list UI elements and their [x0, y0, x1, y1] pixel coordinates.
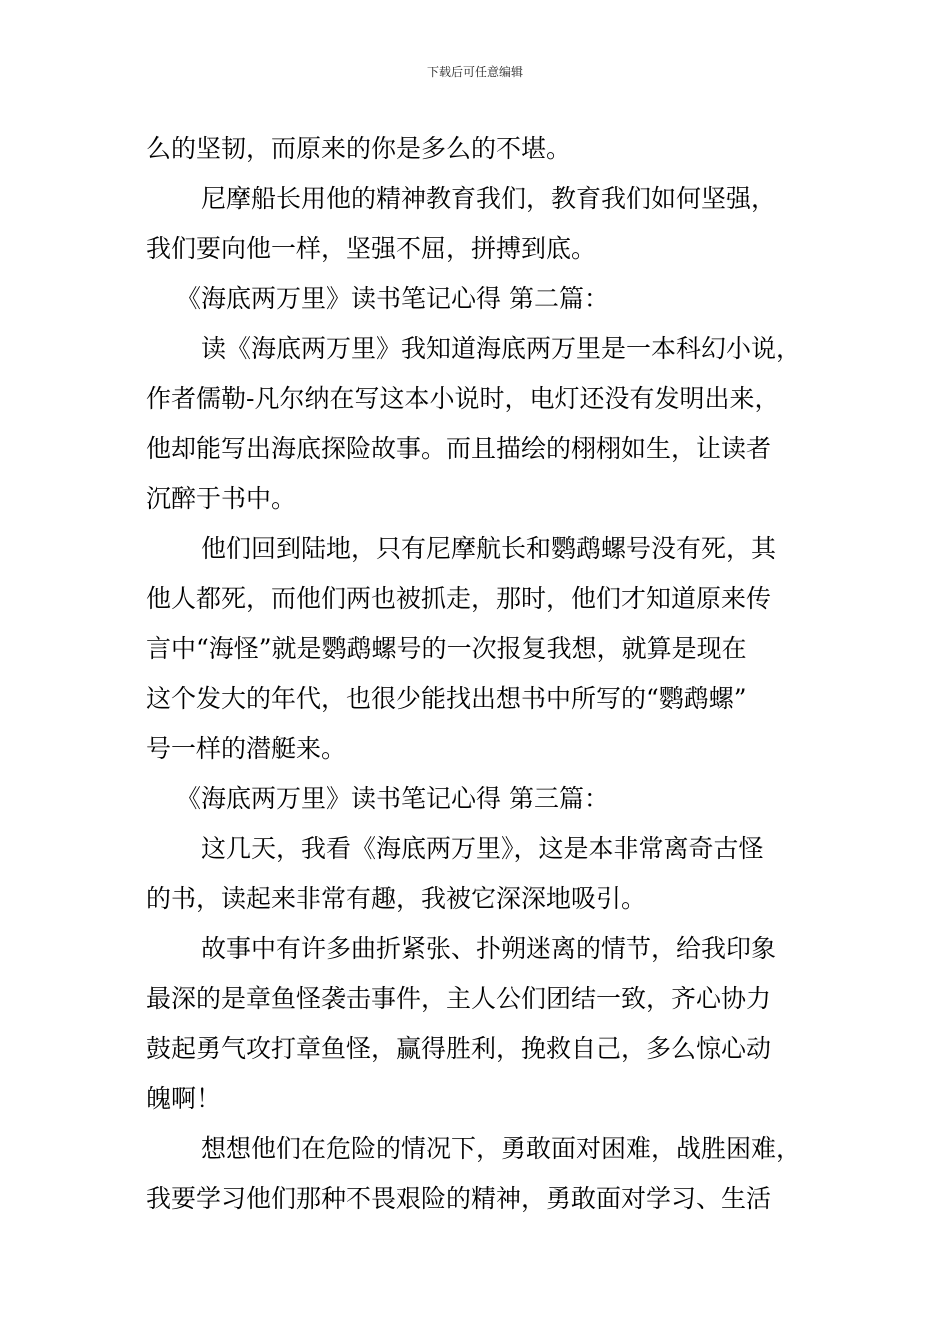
paragraph-start: 想想他们在危险的情况下，勇敢面对困难，战胜困难，: [201, 1134, 802, 1163]
paragraph-start: 这几天，我看《海底两万里》，这是本非常离奇古怪: [201, 834, 764, 863]
text-line: 沉醉于书中。: [146, 484, 297, 513]
paragraph-start: 尼摩船长用他的精神教育我们，教育我们如何坚强，: [201, 184, 777, 213]
text-line: 最深的是章鱼怪袭击事件，主人公们团结一致，齐心协力: [146, 984, 772, 1013]
text-line: 魄啊！: [146, 1084, 222, 1113]
document-body: [146, 124, 826, 1224]
text-line: 我要学习他们那种不畏艰险的精神，勇敢面对学习、生活: [146, 1184, 772, 1213]
section-heading: 《海底两万里》读书笔记心得 第三篇：: [176, 784, 609, 813]
paragraph-start: 他们回到陆地，只有尼摩航长和鹦鹉螺号没有死，其: [201, 534, 777, 563]
text-line: 他人都死，而他们两也被抓走，那时，他们才知道原来传: [146, 584, 772, 613]
text-line: 这个发大的年代，也很少能找出想书中所写的“鹦鹉螺”: [146, 684, 747, 713]
paragraph-start: 故事中有许多曲折紧张、扑朔迷离的情节，给我印象: [201, 934, 777, 963]
text-line: 作者儒勒-凡尔纳在写这本小说时，电灯还没有发明出来，: [146, 384, 780, 413]
text-line: 的书，读起来非常有趣，我被它深深地吸引。: [146, 884, 647, 913]
text-line: 么的坚韧，而原来的你是多么的不堪。: [146, 134, 572, 163]
paragraph-start: 读《海底两万里》我知道海底两万里是一本科幻小说，: [201, 334, 802, 363]
text-line: 他却能写出海底探险故事。而且描绘的栩栩如生，让读者: [146, 434, 772, 463]
page-header: 下载后可任意编辑: [426, 65, 523, 79]
section-heading: 《海底两万里》读书笔记心得 第二篇：: [176, 284, 609, 313]
text-line: 号一样的潜艇来。: [146, 734, 347, 763]
text-line: 鼓起勇气攻打章鱼怪，赢得胜利，挽救自己，多么惊心动: [146, 1034, 772, 1063]
text-line: 我们要向他一样，坚强不屈，拼搏到底。: [146, 234, 597, 263]
text-line: 言中“海怪”就是鹦鹉螺号的一次报复我想，就算是现在: [146, 634, 747, 663]
